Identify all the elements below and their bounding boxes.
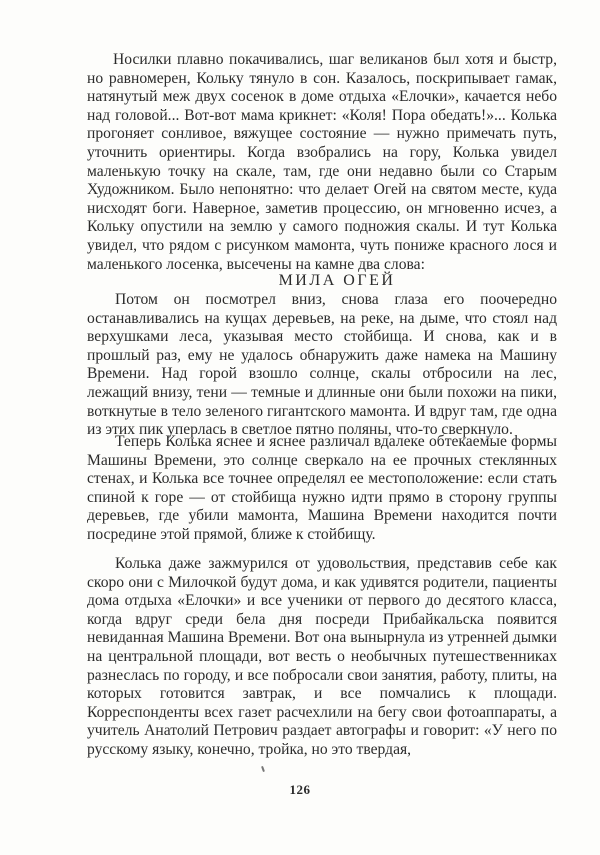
- paragraph-2: [87, 291, 557, 440]
- paragraph-3: [87, 433, 557, 545]
- page-number: 126: [289, 782, 311, 797]
- paragraph-1: [87, 51, 557, 274]
- paragraph-text: Колька даже зажмурился от удовольствия, представив себе как скоро они с Милочкой будут дома, и как удивятся родители, пациенты дома отдыха «Елочки» и все ученики от первого до десятого класса, когда вдруг среди бела дня посреди Прибайкальска появится невиданная Машина Времени. Вот она вынырнула из утренней дымки на центральной площади, вот весть о необычных путешественниках разнеслась по городу, и все побросали свои занятия, работу, плиты, на которых готовится завтрак, и все помчались к площади. Корреспонденты всех газет расчехлили на бегу свои фотоаппараты, а учитель Анатолий Петрович раздает автографы и говорит: «У него по русскому языку, конечно, тройка, но это твердая,: [87, 555, 557, 758]
- paragraph-4: [87, 555, 557, 760]
- print-speck: [261, 766, 265, 772]
- inscription-heading: МИЛА ОГЕЙ: [278, 272, 396, 289]
- paragraph-text: Потом он посмотрел вниз, снова глаза его поочередно останавливались на кущах деревьев, на реке, на дыме, что стоял над верхушками леса, указывая место стойбища. И снова, как и в прошлый раз, ему не удалось обнаружить даже намека на Машину Времени. Над горой взошло солнце, скалы отбросили на лес, лежащий внизу, тени — темные и длинные они были похожи на пики, воткнутые в тело зеленого гигантского мамонта. И вдруг там, где одна из этих пик уперлась в светлое пятно поляны, что-то сверкнуло.: [87, 291, 557, 439]
- paragraph-text: Носилки плавно покачивались, шаг великанов был хотя и быстр, но равномерен, Кольку тянуло в сон. Казалось, поскрипывает гамак, натянутый меж двух сосенок в доме отдыха «Елочки», качается небо над головой... Вот-вот мама крикнет: «Коля! Пора обедать!»... Колька прогоняет сонливое, вяжущее состояние — нужно примечать путь, уточнить ориентиры. Когда взобрались на гору, Колька увидел маленькую точку на скале, там, где они недавно были со Старым Художником. Было непонятно: что делает Огей на святом месте, куда нисходят боги. Наверное, заметив процессию, он мгновенно исчез, а Кольку опустили на землю у самого подножия скалы. И тут Колька увидел, что рядом с рисунком мамонта, чуть пониже красного лося и маленького лосенка, высечены на камне два слова:: [87, 51, 557, 273]
- paragraph-text: Теперь Колька яснее и яснее различал вдалеке обтекаемые формы Машины Времени, это солнце сверкало на ее прочных стеклянных стенах, и Колька все точнее определял ее местоположение: если стать спиной к горе — от стойбища нужно идти прямо в сторону группы деревьев, где убили мамонта, Машина Времени находится почти посредине этой прямой, ближе к стойбищу.: [87, 433, 557, 543]
